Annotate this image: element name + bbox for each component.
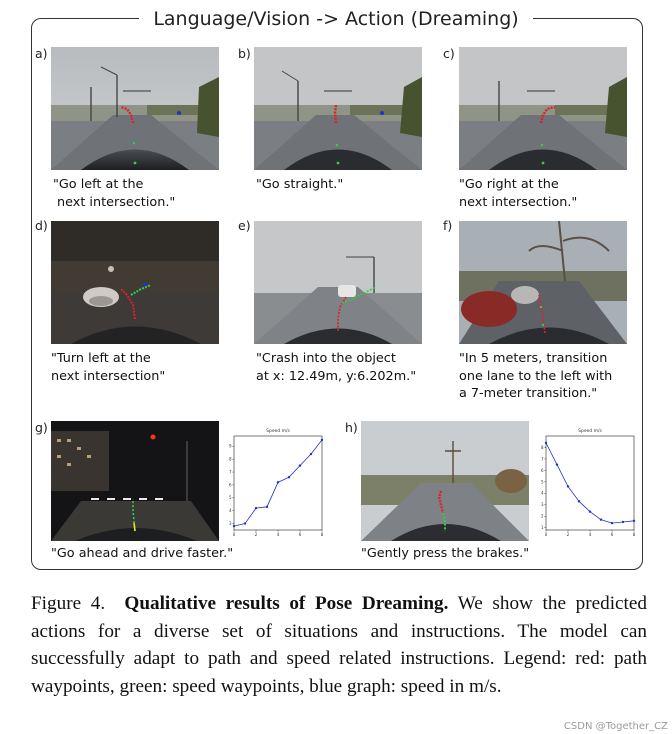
y-tick-label: 6 bbox=[540, 467, 544, 473]
speed-data-point bbox=[567, 485, 569, 487]
panel-letter-a: a) bbox=[35, 46, 48, 61]
speed-data-point bbox=[233, 525, 235, 527]
speed-data-point bbox=[244, 522, 246, 524]
y-tick-label: 3 bbox=[228, 520, 232, 526]
chart-title: Speed m/s bbox=[266, 429, 290, 434]
panel-caption-c: "Go right at the next intersection." bbox=[459, 177, 578, 210]
speed-data-point bbox=[255, 507, 257, 509]
speed-data-point bbox=[589, 510, 591, 512]
x-tick-label: 0 bbox=[232, 532, 236, 537]
driving-scene-image-f bbox=[459, 221, 627, 344]
panel-letter-d: d) bbox=[35, 218, 48, 233]
x-tick-label: 4 bbox=[276, 532, 280, 537]
panel-caption-a: "Go left at the next intersection." bbox=[53, 177, 176, 210]
y-tick-label: 7 bbox=[540, 456, 544, 462]
figure-caption bbox=[31, 590, 647, 700]
y-tick-label: 5 bbox=[540, 479, 544, 485]
driving-scene-image-h bbox=[361, 421, 529, 541]
speed-data-point bbox=[266, 506, 268, 508]
y-tick-label: 5 bbox=[228, 495, 232, 501]
speed-data-point bbox=[277, 481, 279, 483]
speed-data-point bbox=[578, 500, 580, 502]
driving-scene-image-a bbox=[51, 47, 219, 170]
y-tick-label: 4 bbox=[228, 508, 232, 514]
y-tick-label: 1 bbox=[540, 525, 544, 531]
y-tick-label: 4 bbox=[540, 490, 544, 496]
speed-data-point bbox=[545, 442, 547, 444]
y-tick-label: 7 bbox=[228, 469, 232, 475]
driving-scene-image-g bbox=[51, 421, 219, 541]
figure-caption-title: Qualitative results of Pose Dreaming. bbox=[124, 593, 449, 614]
y-tick-label: 8 bbox=[540, 444, 544, 450]
panel-letter-c: c) bbox=[443, 46, 455, 61]
y-tick-label: 8 bbox=[228, 456, 232, 462]
speed-chart-h bbox=[532, 424, 640, 544]
speed-data-point bbox=[600, 518, 602, 520]
panel-caption-h: "Gently press the brakes." bbox=[361, 546, 530, 561]
panel-letter-b: b) bbox=[238, 46, 251, 61]
figure-caption-label: Figure 4. bbox=[31, 593, 106, 614]
panel-letter-f: f) bbox=[443, 218, 453, 233]
x-tick-label: 6 bbox=[610, 532, 614, 537]
x-tick-label: 4 bbox=[588, 532, 592, 537]
driving-scene-image-e bbox=[254, 221, 422, 344]
figure-caption-body: We show the predicted actions for a diverse set of situations and instructions. The model can successfully adapt to path and speed related instructions. Legend: red: path waypoints, green: speed waypoints, blue graph: speed in m/s. bbox=[31, 593, 647, 697]
figure-title: Language/Vision -> Action (Dreaming) bbox=[139, 6, 533, 32]
speed-data-point bbox=[321, 439, 323, 441]
x-tick-label: 8 bbox=[632, 532, 636, 537]
panel-caption-b: "Go straight." bbox=[256, 177, 344, 192]
y-tick-label: 3 bbox=[540, 502, 544, 508]
x-tick-label: 0 bbox=[544, 532, 548, 537]
x-tick-label: 2 bbox=[566, 532, 570, 537]
plot-area-frame bbox=[546, 436, 634, 530]
panel-caption-e: "Crash into the object at x: 12.49m, y:6.202m." bbox=[256, 351, 417, 384]
panel-caption-f: "In 5 meters, transition one lane to the left with a 7-meter transition." bbox=[459, 351, 613, 401]
speed-data-point bbox=[622, 521, 624, 523]
panel-letter-e: e) bbox=[238, 218, 251, 233]
y-tick-label: 6 bbox=[228, 482, 232, 488]
speed-data-point bbox=[611, 522, 613, 524]
driving-scene-image-b bbox=[254, 47, 422, 170]
driving-scene-image-d bbox=[51, 221, 219, 344]
y-tick-label: 2 bbox=[540, 513, 544, 519]
watermark: CSDN @Together_CZ bbox=[563, 721, 668, 732]
speed-data-point bbox=[310, 453, 312, 455]
speed-data-point bbox=[556, 463, 558, 465]
speed-data-point bbox=[299, 464, 301, 466]
x-tick-label: 8 bbox=[320, 532, 324, 537]
panel-caption-d: "Turn left at the next intersection" bbox=[51, 351, 166, 384]
speed-chart-g bbox=[220, 424, 328, 544]
driving-scene-image-c bbox=[459, 47, 627, 170]
x-tick-label: 2 bbox=[254, 532, 258, 537]
x-tick-label: 6 bbox=[298, 532, 302, 537]
speed-data-point bbox=[288, 476, 290, 478]
panel-letter-g: g) bbox=[35, 420, 48, 435]
panel-caption-g: "Go ahead and drive faster." bbox=[51, 546, 234, 561]
chart-title: Speed m/s bbox=[578, 429, 602, 434]
panel-letter-h: h) bbox=[345, 420, 358, 435]
y-tick-label: 9 bbox=[228, 443, 232, 449]
speed-data-point bbox=[633, 520, 635, 522]
